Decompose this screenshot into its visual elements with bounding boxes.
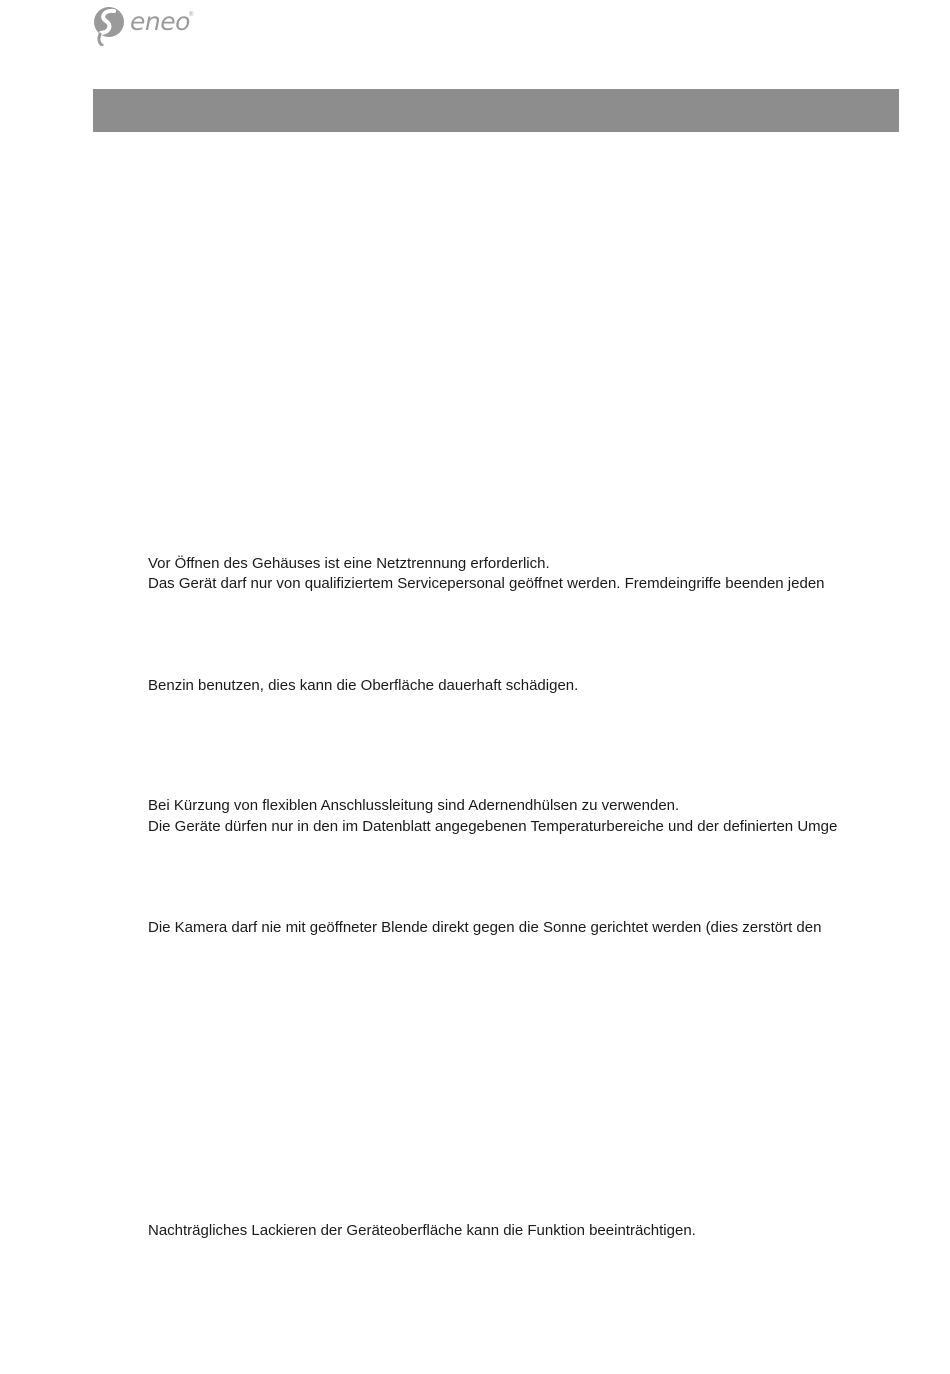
logo-registered-mark: ® [189, 12, 194, 18]
text-line-4: Bei Kürzung von flexiblen Anschlussleitung sind Adernendhülsen zu verwenden. [148, 797, 680, 814]
logo-wordmark: eneo [130, 7, 190, 36]
text-line-7: Nachträgliches Lackieren der Geräteoberfläche kann die Funktion beeinträchtigen. [148, 1222, 696, 1239]
eneo-emblem-icon [92, 4, 128, 46]
text-line-6: Die Kamera darf nie mit geöffneter Blende direkt gegen die Sonne gerichtet werden (dies zerstört den [148, 919, 822, 936]
text-line-5: Die Geräte dürfen nur in den im Datenblatt angegebenen Temperaturbereiche und der definierten Umge [148, 818, 838, 835]
eneo-logo [92, 4, 212, 48]
text-line-2: Das Gerät darf nur von qualifiziertem Servicepersonal geöffnet werden. Fremdeingriffe beenden jeden [148, 575, 825, 592]
text-line-1: Vor Öffnen des Gehäuses ist eine Netztrennung erforderlich. [148, 555, 550, 572]
text-line-3: Benzin benutzen, dies kann die Oberfläche dauerhaft schädigen. [148, 677, 579, 694]
section-header-bar [93, 89, 899, 132]
